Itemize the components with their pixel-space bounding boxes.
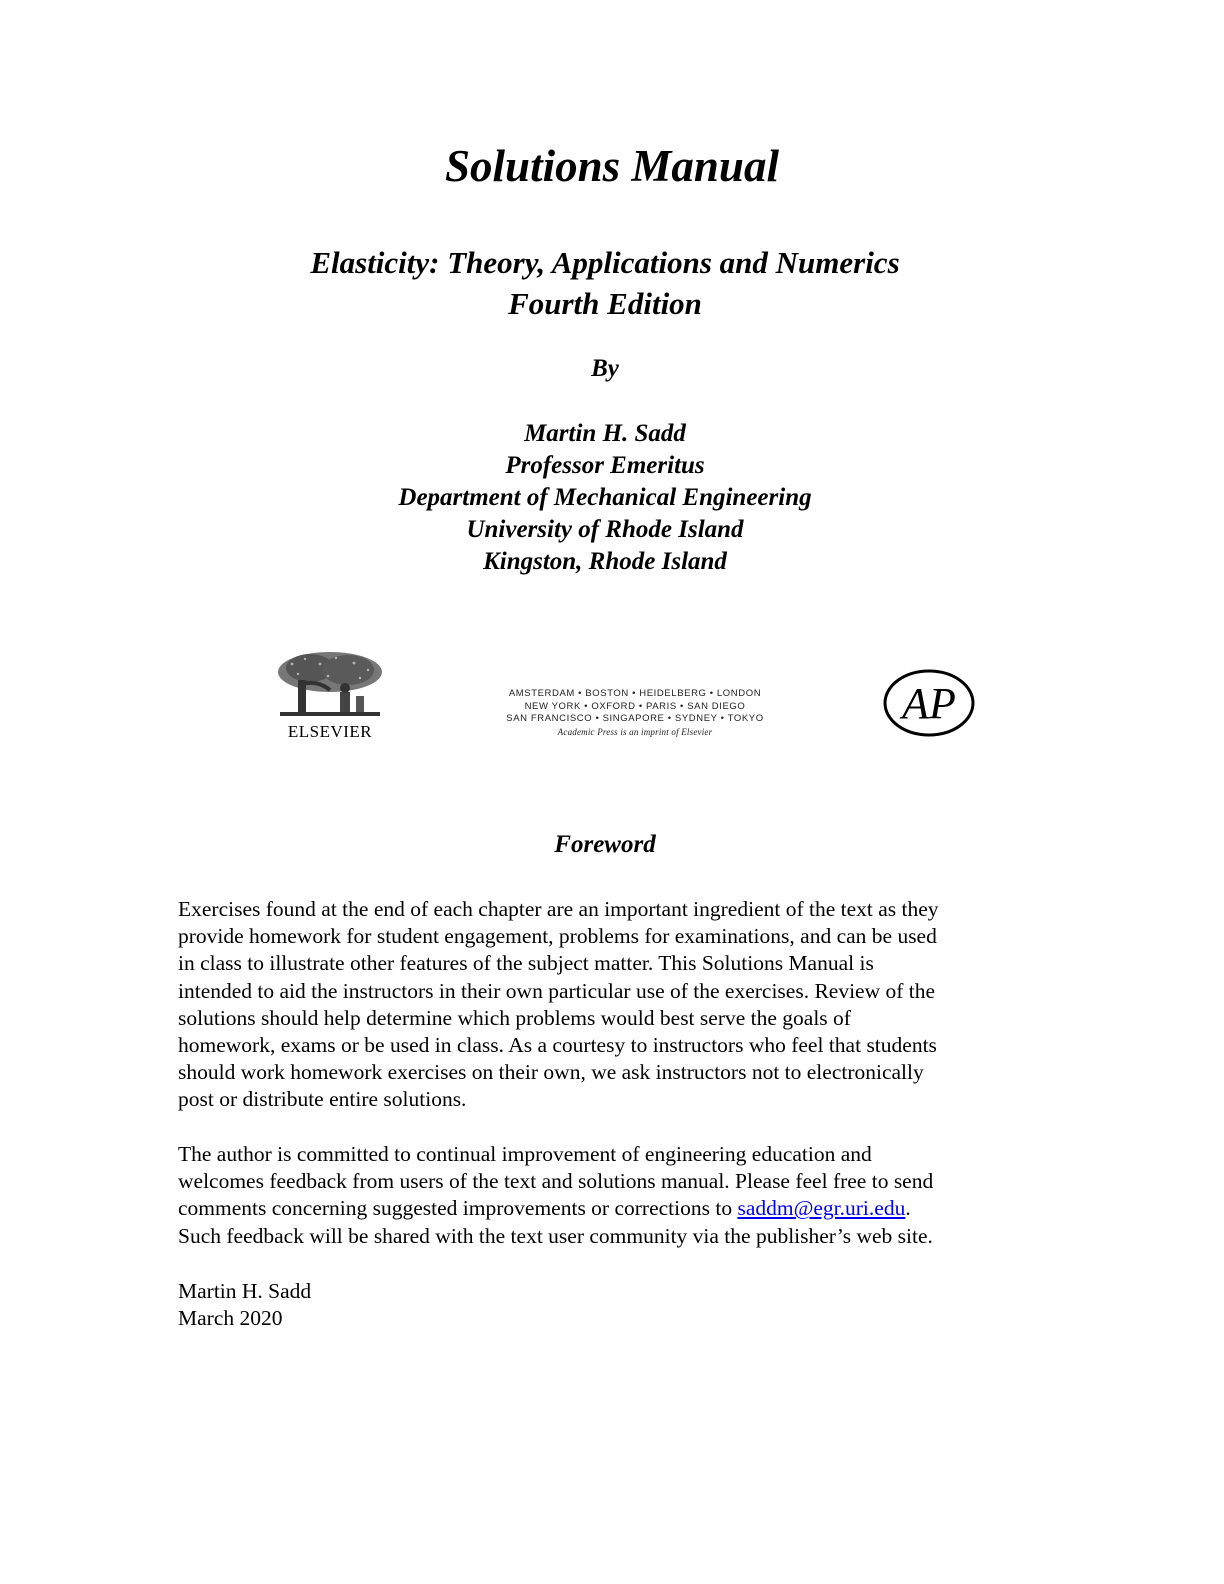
publisher-banner (240, 622, 830, 772)
paragraph-line: welcomes feedback from users of the text and solutions manual. Please feel free to send (178, 1169, 934, 1194)
elsevier-logo (270, 650, 390, 742)
author-department: Department of Mechanical Engineering (398, 484, 812, 511)
imprint-note: Academic Press is an imprint of Elsevier (557, 726, 713, 737)
paragraph-line: homework, exams or be used in class. As a courtesy to instructors who feel that students (178, 1033, 937, 1058)
book-edition: Fourth Edition (508, 286, 702, 321)
paragraph-text: . (905, 1196, 911, 1221)
cities-line: SAN FRANCISCO • SINGAPORE • SYDNEY • TOKYO (506, 713, 764, 724)
author-position: Professor Emeritus (505, 452, 705, 479)
book-title-line: Elasticity: Theory, Applications and Numerics (310, 245, 900, 280)
cities-line: AMSTERDAM • BOSTON • HEIDELBERG • LONDON (508, 688, 762, 699)
author-email-link[interactable]: saddm@egr.uri.edu (737, 1196, 906, 1221)
book-title (0, 242, 1210, 324)
paragraph-line: in class to illustrate other features of the subject matter. This Solutions Manual is (178, 951, 874, 976)
paragraph-line: should work homework exercises on their own, we ask instructors not to electronically (178, 1060, 924, 1085)
cities-line: NEW YORK • OXFORD • PARIS • SAN DIEGO (524, 700, 746, 712)
paragraph-text: comments concerning suggested improvements or corrections to (178, 1196, 738, 1221)
document-title: Solutions Manual (445, 141, 779, 191)
author-university: University of Rhode Island (466, 516, 744, 543)
paragraph-line: provide homework for student engagement, problems for examinations, and can be used (178, 924, 937, 949)
paragraph-line: intended to aid the instructors in their own particular use of the exercises. Review of the (178, 978, 936, 1003)
paragraph-line: solutions should help determine which problems would best serve the goals of (178, 1005, 851, 1030)
paragraph-line: Exercises found at the end of each chapter are an important ingredient of the text as they (178, 897, 939, 921)
academic-press-logo (882, 668, 976, 738)
elsevier-tree-icon (270, 650, 390, 720)
paragraph-line: The author is committed to continual improvement of engineering education and (178, 1142, 872, 1166)
author-name: Martin H. Sadd (524, 420, 686, 447)
ap-logo-icon (882, 668, 976, 738)
elsevier-wordmark: ELSEVIER (287, 722, 373, 741)
signature-date: March 2020 (178, 1306, 283, 1331)
foreword-paragraph-2 (178, 1141, 1038, 1250)
by-label: By (591, 355, 619, 382)
paragraph-line: Such feedback will be shared with the text user community via the publisher’s web site. (178, 1223, 933, 1248)
publisher-cities (455, 688, 815, 738)
paragraph-line: post or distribute entire solutions. (178, 1087, 467, 1112)
author-location: Kingston, Rhode Island (483, 548, 727, 575)
foreword-paragraph-1 (178, 896, 1038, 1114)
ap-logo-text: AP (902, 679, 956, 728)
signature-name: Martin H. Sadd (178, 1279, 312, 1303)
foreword-heading: Foreword (554, 831, 656, 858)
author-block (0, 418, 1210, 578)
paragraph-line-with-email (178, 1195, 1038, 1222)
signature-block (178, 1278, 1038, 1332)
